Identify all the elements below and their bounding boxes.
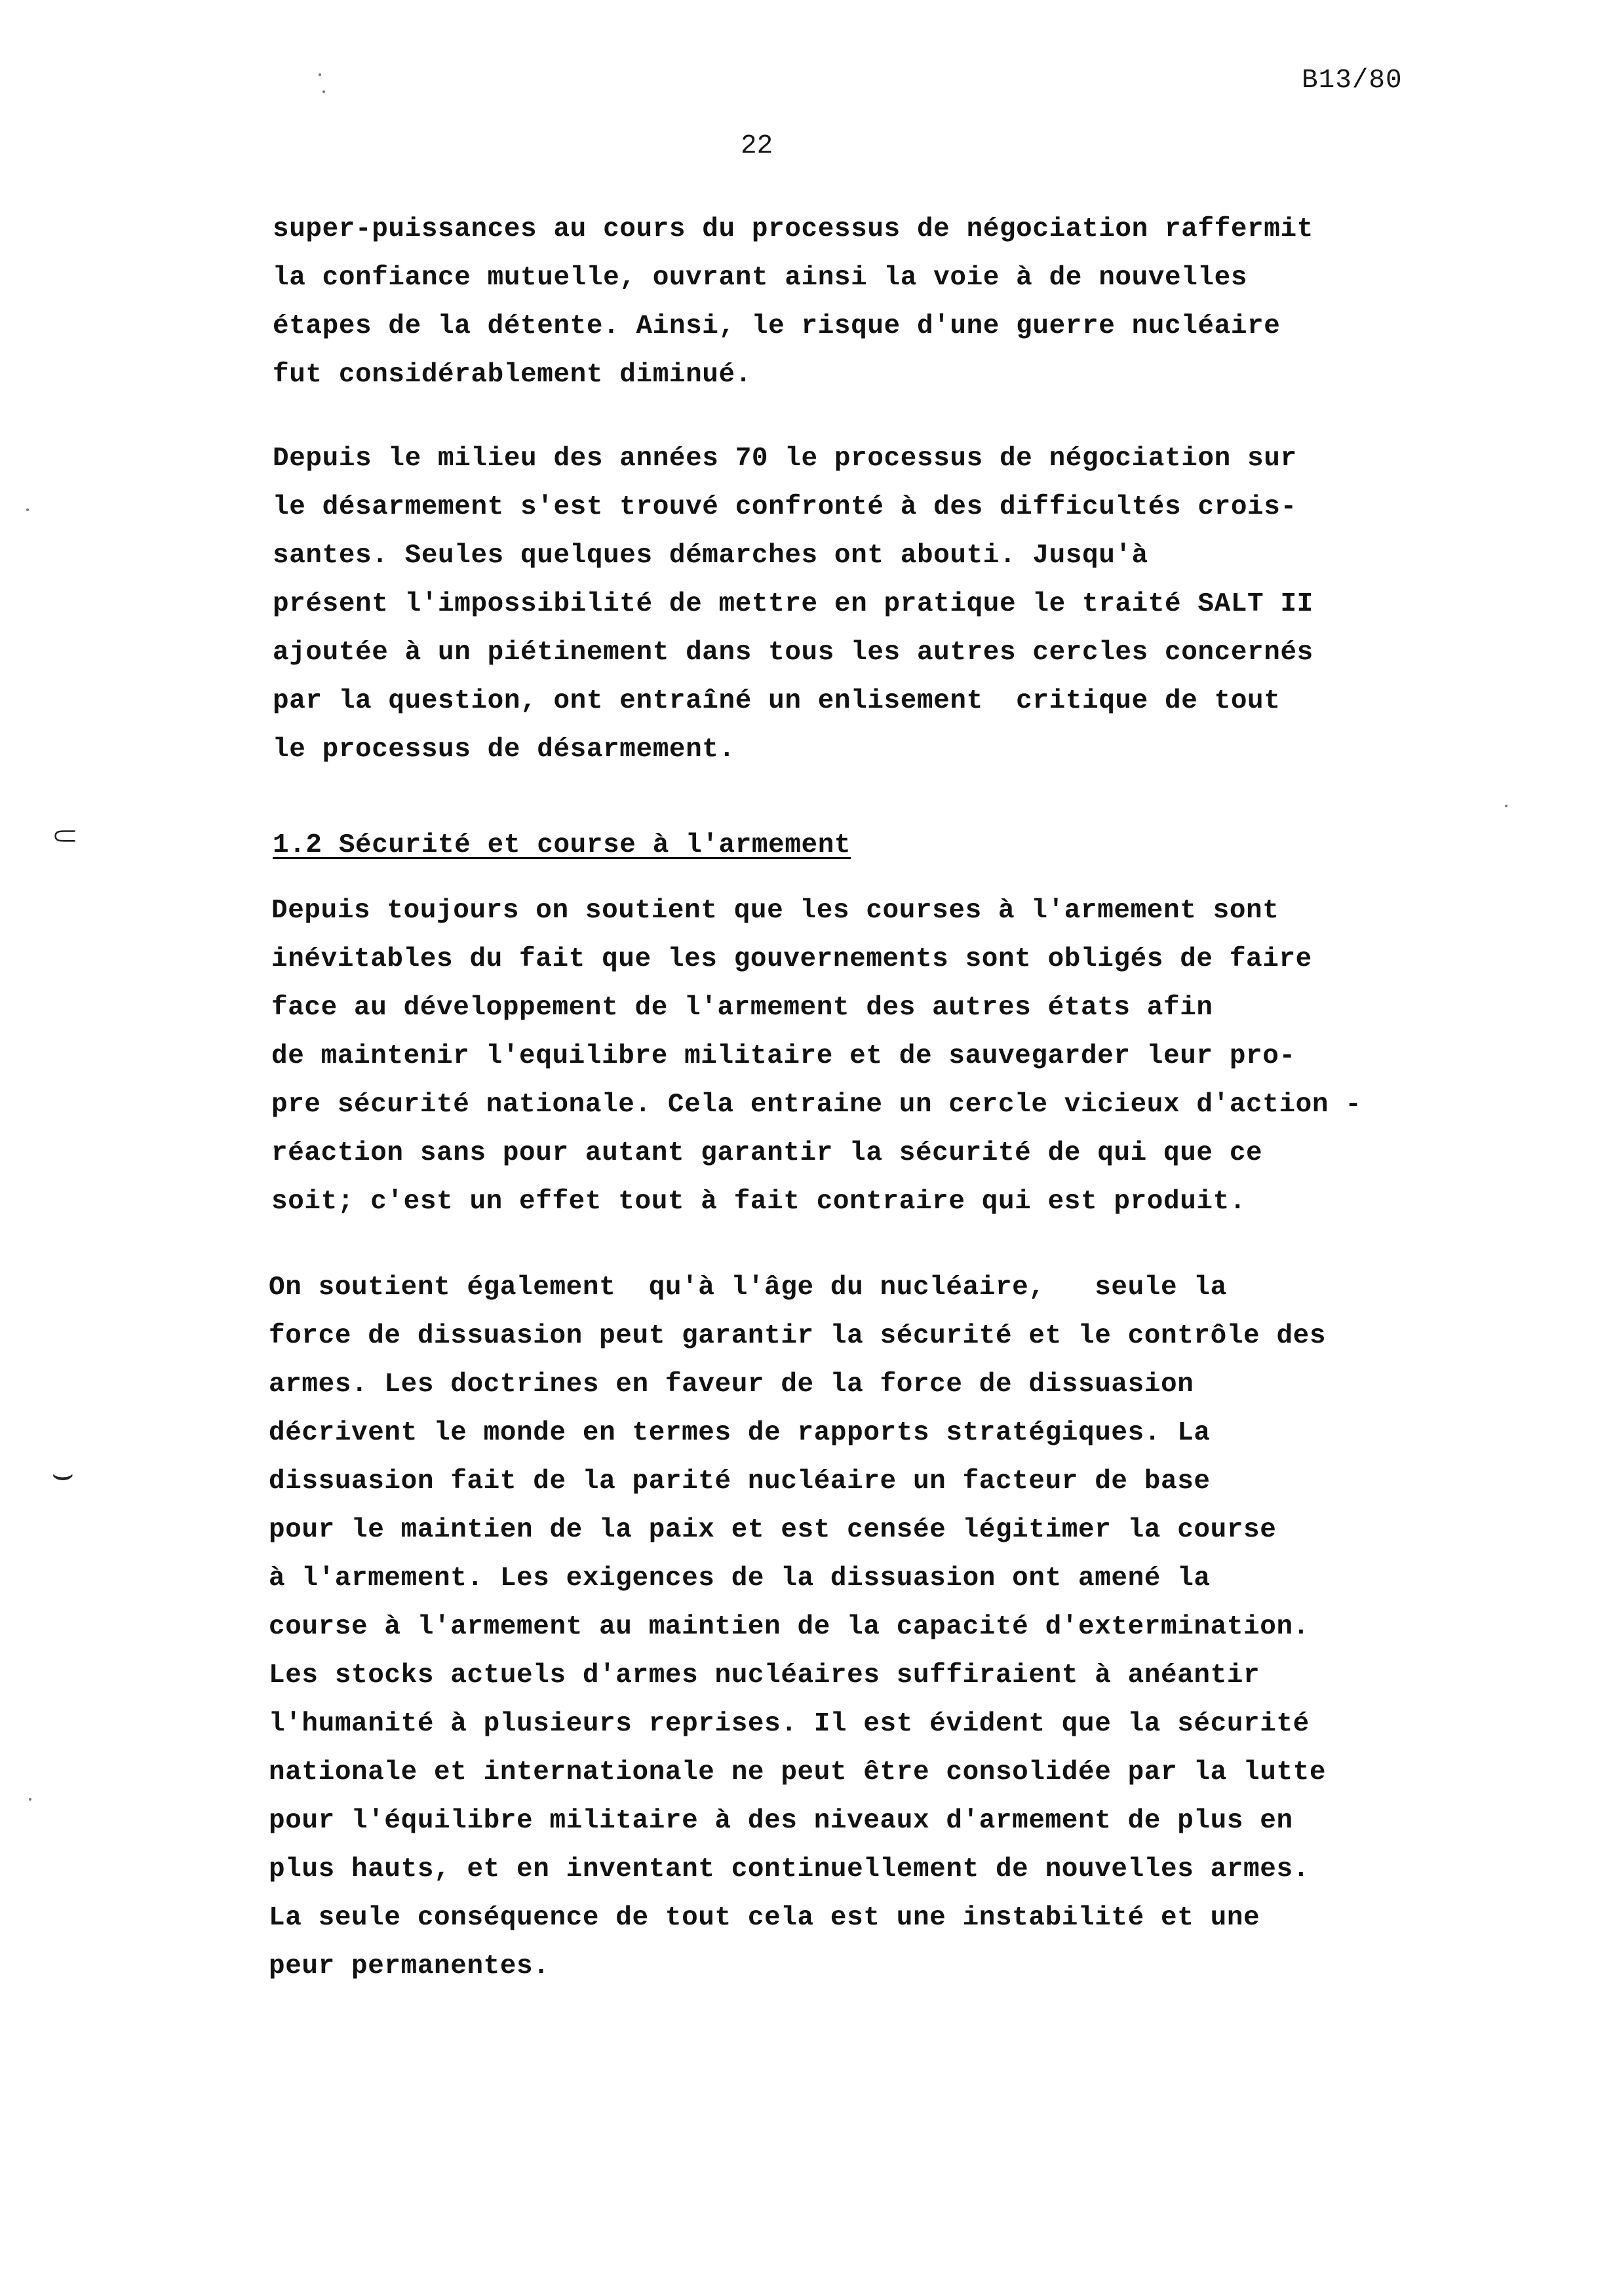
page-number: 22 xyxy=(741,131,773,161)
paragraph-2-line: santes. Seules quelques démarches ont abouti. Jusqu'à xyxy=(273,541,1148,571)
paragraph-4-line: à l'armement. Les exigences de la dissuasion ont amené la xyxy=(269,1563,1211,1594)
paragraph-1-line: super-puissances au cours du processus de négociation raffermit xyxy=(273,214,1313,244)
scan-speck xyxy=(1505,805,1508,807)
paragraph-4-line: pour l'équilibre militaire à des niveaux d'armement de plus en xyxy=(269,1806,1293,1836)
paragraph-3-line: inévitables du fait que les gouvernements sont obligés de faire xyxy=(271,944,1312,974)
paragraph-4-line: pour le maintien de la paix et est censée légitimer la course xyxy=(269,1515,1277,1545)
paragraph-1-line: la confiance mutuelle, ouvrant ainsi la voie à de nouvelles xyxy=(273,263,1248,293)
section-heading: 1.2 Sécurité et course à l'armement xyxy=(273,830,851,860)
paragraph-4-line: dissuasion fait de la parité nucléaire un facteur de base xyxy=(269,1466,1211,1497)
paragraph-4-line: course à l'armement au maintien de la capacité d'extermination. xyxy=(269,1612,1310,1642)
paragraph-4-line: nationale et internationale ne peut être consolidée par la lutte xyxy=(269,1757,1327,1788)
document-reference: B13/80 xyxy=(1302,66,1403,96)
paragraph-4-line: La seule conséquence de tout cela est une instabilité et une xyxy=(269,1903,1260,1933)
scan-speck xyxy=(322,90,325,93)
paragraph-3-line: soit; c'est un effet tout à fait contraire qui est produit. xyxy=(271,1187,1247,1217)
paragraph-2-line: Depuis le milieu des années 70 le processus de négociation sur xyxy=(273,444,1297,474)
paragraph-3-line: Depuis toujours on soutient que les courses à l'armement sont xyxy=(271,896,1279,926)
scan-speck xyxy=(26,508,29,511)
paragraph-2-line: le désarmement s'est trouvé confronté à des difficultés crois- xyxy=(273,492,1297,522)
paragraph-3-line: pre sécurité nationale. Cela entraine un cercle vicieux d'action - xyxy=(271,1090,1362,1120)
paragraph-2-line: le processus de désarmement. xyxy=(273,735,735,765)
paragraph-2-line: par la question, ont entraîné un enlisement critique de tout xyxy=(273,686,1281,716)
paragraph-2-line: ajoutée à un piétinement dans tous les autres cercles concernés xyxy=(273,638,1313,668)
paragraph-4-line: armes. Les doctrines en faveur de la force de dissuasion xyxy=(269,1369,1194,1400)
paragraph-4-line: plus hauts, et en inventant continuellement de nouvelles armes. xyxy=(269,1854,1310,1885)
paragraph-4-line: peur permanentes. xyxy=(269,1951,550,1981)
paragraph-4-line: On soutient également qu'à l'âge du nucléaire, seule la xyxy=(269,1272,1227,1303)
paragraph-4-line: Les stocks actuels d'armes nucléaires suffiraient à anéantir xyxy=(269,1660,1260,1691)
paragraph-3-line: de maintenir l'equilibre militaire et de sauvegarder leur pro- xyxy=(271,1041,1296,1071)
paragraph-4-line: décrivent le monde en termes de rapports stratégiques. La xyxy=(269,1418,1211,1448)
paragraph-1-line: fut considérablement diminué. xyxy=(273,360,752,390)
scan-speck xyxy=(29,1798,31,1801)
margin-mark-icon: ⸦ xyxy=(47,816,83,857)
margin-mark-icon: ⌣ xyxy=(51,1453,75,1494)
paragraph-4-line: l'humanité à plusieurs reprises. Il est évident que la sécurité xyxy=(269,1709,1310,1739)
scan-speck xyxy=(319,73,321,76)
paragraph-1-line: étapes de la détente. Ainsi, le risque d'une guerre nucléaire xyxy=(273,311,1281,341)
paragraph-2-line: présent l'impossibilité de mettre en pratique le traité SALT II xyxy=(273,589,1313,619)
paragraph-4-line: force de dissuasion peut garantir la sécurité et le contrôle des xyxy=(269,1321,1327,1351)
paragraph-3-line: face au développement de l'armement des autres états afin xyxy=(271,993,1213,1023)
paragraph-3-line: réaction sans pour autant garantir la sécurité de qui que ce xyxy=(271,1138,1263,1168)
